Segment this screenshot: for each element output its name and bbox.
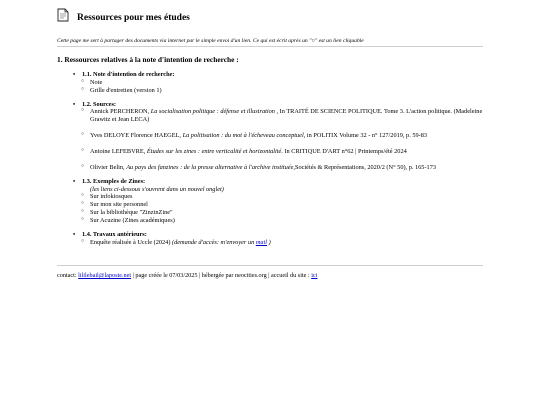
bullet-icon: • [73, 230, 76, 238]
source-author: Antoine LEFEBVRE, [90, 148, 147, 156]
group-title [73, 71, 487, 79]
source-percheron[interactable] [90, 108, 487, 124]
link-text[interactable]: Grille d'entretien (version 1) [90, 86, 162, 94]
source-title[interactable]: La socialisation politique : défense et illustration [150, 108, 275, 116]
document-icon [57, 8, 69, 22]
section-title: 1. Ressources relatives à la note d'intention de recherche : [57, 55, 239, 64]
source-author: Annick PERCHERON, [90, 108, 151, 116]
source-publication: , In TRAITÉ DE SCIENCE POLITIQUE. Tome 3. L'action politique. (Madeleine Grawitz et Jean LECA) [90, 108, 483, 124]
group-title-text: 1.1. Note d'intention de recherche: [82, 71, 175, 78]
contact-label: contact: [57, 272, 79, 279]
source-lefebvre[interactable] [90, 148, 487, 156]
link-grille-entretien[interactable] [90, 87, 487, 95]
link-text[interactable]: Note [90, 78, 103, 86]
source-title[interactable]: La politisation : du mot à l'écheveau conceptuel [182, 132, 304, 140]
link-infokiosques[interactable] [90, 193, 487, 201]
link-acuzine[interactable] [90, 217, 487, 225]
group-zines [73, 178, 487, 225]
link-zinzinzine[interactable] [90, 209, 487, 217]
group-title-text: 1.4. Travaux antérieurs: [82, 230, 147, 238]
intro-text: Cette page me sert à partager des documents via internet par le simple envoi d'un lien. Ce qui est écrit après un "○" est un lien cliquable [57, 38, 364, 44]
divider-top [57, 46, 483, 47]
contact-email-link[interactable]: lililebail@laposte.net [78, 272, 132, 279]
bullet-icon: • [73, 100, 76, 108]
footer [57, 272, 317, 280]
link-text[interactable]: Sur Acuzine (Zines académiques) [90, 217, 175, 225]
group-travaux [73, 231, 487, 247]
group-title [73, 231, 487, 239]
group-title-text: 1.3. Exemples de Zines: [82, 177, 146, 185]
access-note: (demande d'accès: m'envoyer un [172, 238, 256, 246]
home-link[interactable]: ici [311, 272, 318, 279]
source-belin[interactable] [90, 164, 487, 172]
group-note-intention [73, 71, 487, 95]
link-text[interactable]: Enquête réalisée à Uccle (2024) [90, 238, 172, 246]
footer-info: | page créée le 07/03/2025 | hébergée par neocities.org | accueil du site : [131, 272, 312, 279]
divider-bottom [57, 265, 483, 266]
link-text[interactable]: Sur mon site personnel [90, 201, 148, 209]
group-title-text: 1.2. Sources: [82, 100, 116, 108]
link-enquete-uccle[interactable] [90, 239, 487, 247]
link-site-personnel[interactable] [90, 201, 487, 209]
bullet-icon: • [73, 177, 76, 185]
source-title[interactable]: Études sur les zines : entre verticalité et horizontalité [146, 148, 282, 156]
section-content [73, 71, 487, 253]
access-note-end: ) [267, 238, 271, 246]
link-note[interactable] [90, 79, 487, 87]
page-title: Ressources pour mes études [77, 13, 190, 23]
source-publication: ,Sociétés & Représentations, 2020/2 (N° 50), p. 165-173 [293, 163, 436, 171]
new-tab-note: (les liens ci-dessous s'ouvrent dans un nouvel onglet) [90, 185, 224, 193]
link-text[interactable]: Sur infokiosques [90, 193, 133, 201]
link-text[interactable]: Sur la bibliothèque "ZinzinZine" [90, 209, 173, 217]
source-deloye[interactable] [90, 132, 487, 140]
source-author: Olivier Belin, [90, 163, 127, 171]
group-sources [73, 101, 487, 172]
source-publication: . In CRITIQUE D'ART n°62 | Printemps/été 2024 [281, 148, 407, 156]
bullet-icon: • [73, 71, 76, 78]
group-title [73, 178, 487, 186]
source-publication: , in POLITIX Volume 32 - n° 127/2019, p. 59-83 [303, 132, 428, 140]
mail-link[interactable]: mail [255, 238, 268, 246]
source-title[interactable]: Au pays des fanzines : de la presse alternative à l'archive instituée [126, 163, 294, 171]
source-author: Yves DELOYE Florence HAEGEL, [90, 132, 183, 140]
